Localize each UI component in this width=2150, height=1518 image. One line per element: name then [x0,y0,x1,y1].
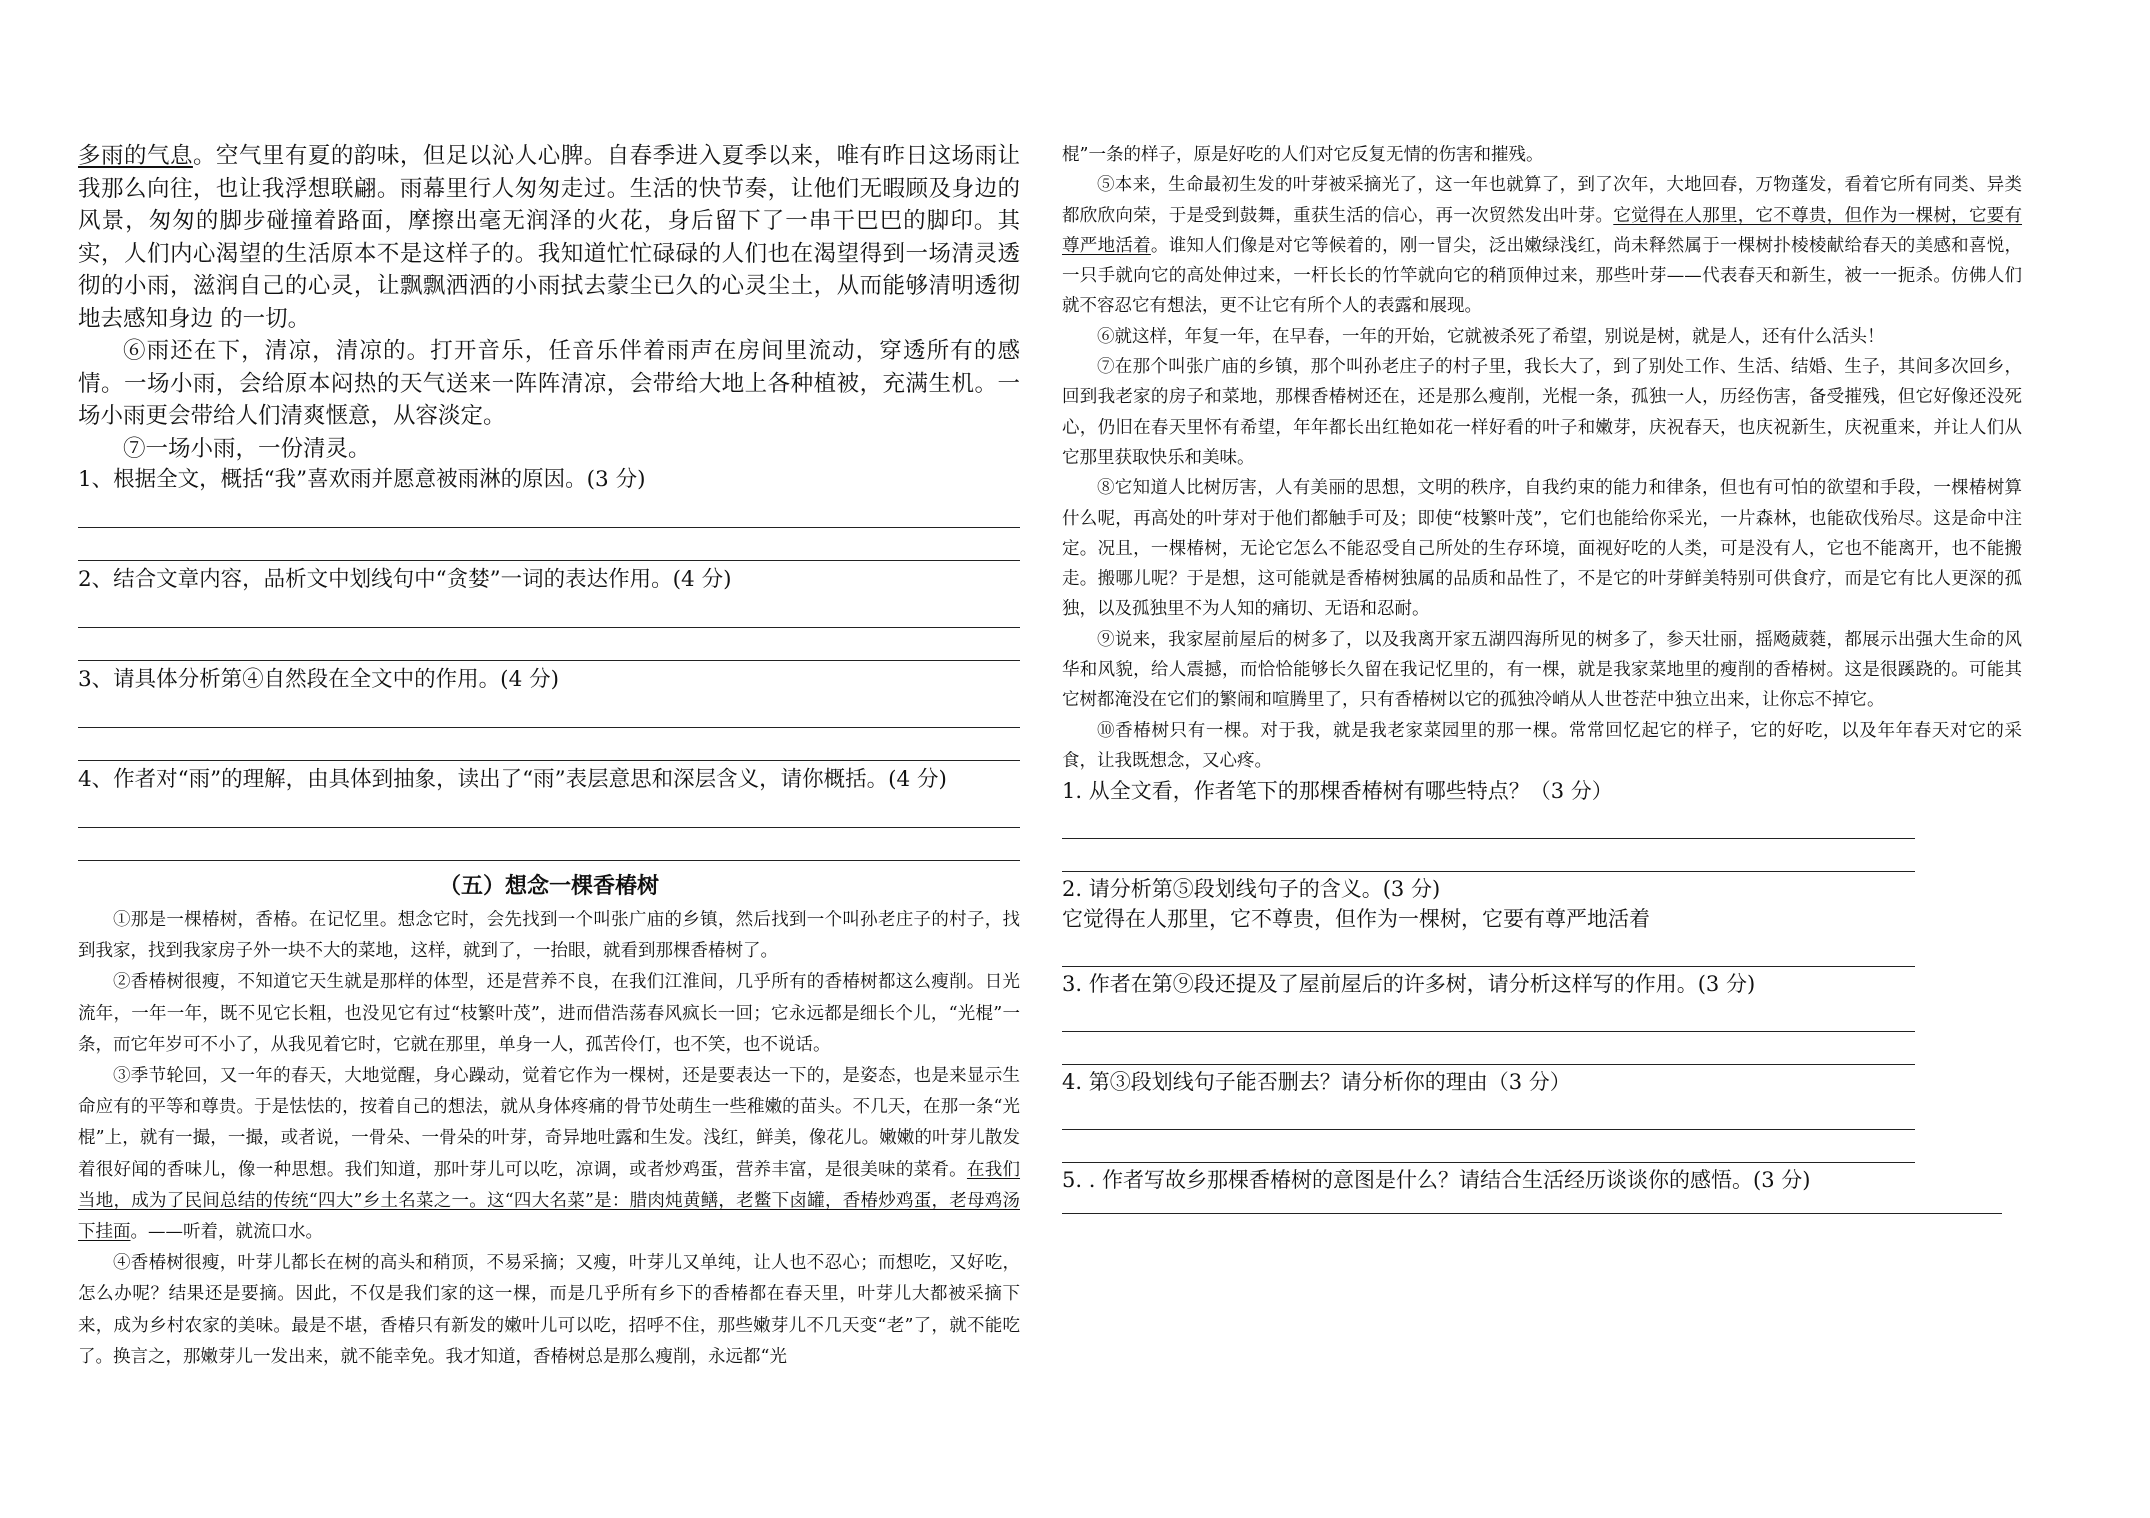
underlined-sentence: 它觉得在人那里，它不尊贵，但作为一棵树，它要有尊严地活着 [1062,205,2023,256]
story-paragraph-1: ①那是一棵椿树，香椿。在记忆里。想念它时，会先找到一个叫张广庙的乡镇，然后找到一个叫孙老庄子的村子，找到我家，找到我家房子外一块不大的菜地，这样，就到了，一抬眼，就看到那棵香椿树了。 [78,910,1020,962]
right-question-1: 1. 从全文看，作者笔下的那棵香椿树有哪些特点？（3 分） [1062,779,1613,804]
answer-line[interactable] [78,795,1020,828]
story-paragraph-10: ⑩香椿树只有一棵。对于我，就是我老家菜园里的那一棵。常常回忆起它的样子，它的好吃，以及年年春天对它的采食，让我既想念，又心疼。 [1062,720,2022,771]
question-4: 4、作者对“雨”的理解，由具体到抽象，读出了“雨”表层意思和深层含义，请你概括。(4 分) [78,767,947,792]
question-3: 3、请具体分析第④自然段在全文中的作用。(4 分) [78,667,559,692]
answer-line[interactable] [1062,1130,1915,1163]
story-paragraph-3: ③季节轮回，又一年的春天，大地觉醒，身心躁动，觉着它作为一棵树，还是要表达一下的，是姿态，也是来显示生命应有的平等和尊贵。于是怯怯的，按着自己的想法，就从身体疼痛的骨节处萌生一些稚嫩的苗头。不几天，在那一条“光棍”上，就有一撮，一撮，或者说，一骨朵、一骨朵的叶芽，奇异地吐露和生发。浅红，鲜美，像花儿。嫩嫩的叶芽儿散发着很好闻的香味儿，像一种思想。我们知道，那叶芽儿可以吃，凉调，或者炒鸡蛋，营养丰富，是很美味的菜肴。在我们当地，成为了民间总结的传统“四大”乡土名菜之一。这“四大名菜”是：腊肉炖黄鳝，老鳖下卤罐，香椿炒鸡蛋，老母鸡汤下挂面。——听着，就流口水。 [78,1066,1021,1243]
right-column [1062,140,2022,1214]
story-paragraph-4-end: 棍”一条的样子，原是好吃的人们对它反复无情的伤害和摧残。 [1062,145,1544,165]
answer-line[interactable] [1062,934,1915,967]
answer-line[interactable] [1062,1032,1915,1065]
story-paragraph-6: ⑥就这样，年复一年，在早春，一年的开始，它就被杀死了希望，别说是树，就是人，还有什么活头！ [1097,326,1885,347]
story-paragraph-7: ⑦在那个叫张广庙的乡镇，那个叫孙老庄子的村子里，我长大了，到了别处工作、生活、结婚、生子，其间多次回乡，回到我老家的房子和菜地，那棵香椿树还在，还是那么瘦削，光棍一条，孤独一人，历经伤害，备受摧残，但它好像还没死心，仍旧在春天里怀有希望，年年都长出红艳如花一样好看的叶子和嫩芽，庆祝春天，也庆祝新生，庆祝重来，并让人们从它那里获取快乐和美味。 [1062,357,2022,468]
answer-line[interactable] [78,628,1020,661]
story-paragraph-9: ⑨说来，我家屋前屋后的树多了，以及我离开家五湖四海所见的树多了，参天壮丽，摇飏葳蕤，都展示出强大生命的风华和风貌，给人震撼，而恰恰能够长久留在我记忆里的，有一棵，就是我家菜地里的瘦削的香椿树。这是很蹊跷的。可能其它树都淹没在它们的繁闹和喧腾里了，只有香椿树以它的孤独冷峭从人世苍茫中独立出来，让你忘不掉它。 [1062,629,2022,711]
right-question-5: 5. . 作者写故乡那棵香椿树的意图是什么？请结合生活经历谈谈你的感悟。(3 分) [1062,1168,1811,1193]
answer-line[interactable] [78,828,1020,861]
right-question-2: 2. 请分析第⑤段划线句子的含义。(3 分) [1062,877,1441,902]
answer-line[interactable] [78,528,1020,561]
answer-line[interactable] [78,695,1020,728]
answer-line[interactable] [78,495,1020,528]
answer-line[interactable] [78,595,1020,628]
section-title: （五）想念一棵香椿树 [438,873,659,899]
question-2: 2、结合文章内容，品析文中划线句中“贪婪”一词的表达作用。(4 分) [78,567,732,592]
story-paragraph-4: ④香椿树很瘦，叶芽儿都长在树的高头和稍顶，不易采摘；又瘦，叶芽儿又单纯，让人也不忍心；而想吃，又好吃，怎么办呢？结果还是要摘。因此，不仅是我们家的这一棵，而是几乎所有乡下的香椿都在春天里，叶芽儿大都被采摘下来，成为乡村农家的美味。最是不堪，香椿只有新发的嫩叶儿可以吃，招呼不住，那些嫩芽儿不几天变“老”了，就不能吃了。换言之，那嫩芽儿一发出来，就不能幸免。我才知道，香椿树总是那么瘦削，永远都“光 [78,1253,1020,1367]
left-column [78,140,1020,1373]
right-question-2-sentence: 它觉得在人那里，它不尊贵，但作为一棵树，它要有尊严地活着 [1062,907,1650,932]
story-paragraph-5: ⑤本来，生命最初生发的叶芽被采摘光了，这一年也就算了，到了次年，大地回春，万物蓬发，看着它所有同类、异类都欣欣向荣，于是受到鼓舞，重获生活的信心，再一次贸然发出叶芽。它觉得在人那里，它不尊贵，但作为一棵树，它要有尊严地活着。谁知人们像是对它等候着的，刚一冒尖，泛出嫩绿浅红，尚未释然属于一棵树扑棱棱献给春天的美感和喜悦，一只手就向它的高处伸过来，一杆长长的竹竿就向它的稍顶伸过来，那些叶芽——代表春天和新生，被一一扼杀。仿佛人们就不容忍它有想法，更不让它有所个人的表露和展现。 [1062,175,2023,317]
right-question-3: 3. 作者在第⑨段还提及了屋前屋后的许多树，请分析这样写的作用。(3 分) [1062,972,1756,997]
question-1: 1、根据全文，概括“我”喜欢雨并愿意被雨淋的原因。(3 分) [78,467,646,492]
underlined-phrase: 多雨的气息 [78,143,193,169]
story-paragraph-8: ⑧它知道人比树厉害，人有美丽的思想，文明的秩序，自我约束的能力和律条，但也有可怕的欲望和手段，一棵椿树算什么呢，再高处的叶芽对于他们都触手可及；即使“枝繁叶茂”，它们也能给你采光，一片森林，也能砍伐殆尽。这是命中注定。况且，一棵椿树，无论它怎么不能忍受自己所处的生存环境，面视好吃的人类，可是没有人，它也不能离开，也不能搬走。搬哪儿呢？于是想，这可能就是香椿树独属的品质和品性了，不是它的叶芽鲜美特别可供食疗，而是它有比人更深的孤独，以及孤独里不为人知的痛切、无语和忍耐。 [1062,478,2022,620]
answer-line[interactable] [1062,1195,2002,1214]
answer-line[interactable] [1062,806,1915,839]
right-question-4: 4. 第③段划线句子能否删去？请分析你的理由（3 分） [1062,1070,1571,1095]
underlined-sentence: 在我们当地，成为了民间总结的传统“四大”乡土名菜之一。这“四大名菜”是：腊肉炖黄鳝，老鳖下卤罐，香椿炒鸡蛋，老母鸡汤下挂面 [78,1159,1021,1243]
paragraph-7: ⑦一场小雨，一份清灵。 [123,435,371,462]
answer-line[interactable] [1062,999,1915,1032]
paragraph-5-end: 多雨的气息。空气里有夏的韵味，但足以沁人心脾。自春季进入夏季以来，唯有昨日这场雨让我那么向往，也让我浮想联翩。雨幕里行人匆匆走过。生活的快节奏，让他们无暇顾及身边的风景，匆匆的脚步碰撞着路面，摩擦出毫无润泽的火花，身后留下了一串干巴巴的脚印。其实，人们内心渴望的生活原本不是这样子的。我知道忙忙碌碌的人们也在渴望得到一场清灵透彻的小雨，滋润自己的心灵，让飘飘洒洒的小雨拭去蒙尘已久的心灵尘土，从而能够清明透彻地去感知身边 的一切。 [78,143,1020,332]
answer-line[interactable] [78,728,1020,761]
paragraph-6: ⑥雨还在下，清凉，清凉的。打开音乐，任音乐伴着雨声在房间里流动，穿透所有的感情。一场小雨，会给原本闷热的天气送来一阵阵清凉，会带给大地上各种植被，充满生机。一场小雨更会带给人们清爽惬意，从容淡定。 [78,338,1020,429]
answer-line[interactable] [1062,1097,1915,1130]
story-paragraph-2: ②香椿树很瘦，不知道它天生就是那样的体型，还是营养不良，在我们江淮间，几乎所有的香椿树都这么瘦削。日光流年，一年一年，既不见它长粗，也没见它有过“枝繁叶茂”，进而借浩荡春风疯长一回；它永远都是细长个儿，“光棍”一条，而它年岁可不小了，从我见着它时，它就在那里，单身一人，孤苦伶仃，也不笑，也不说话。 [78,972,1020,1055]
answer-line[interactable] [1062,839,1915,872]
